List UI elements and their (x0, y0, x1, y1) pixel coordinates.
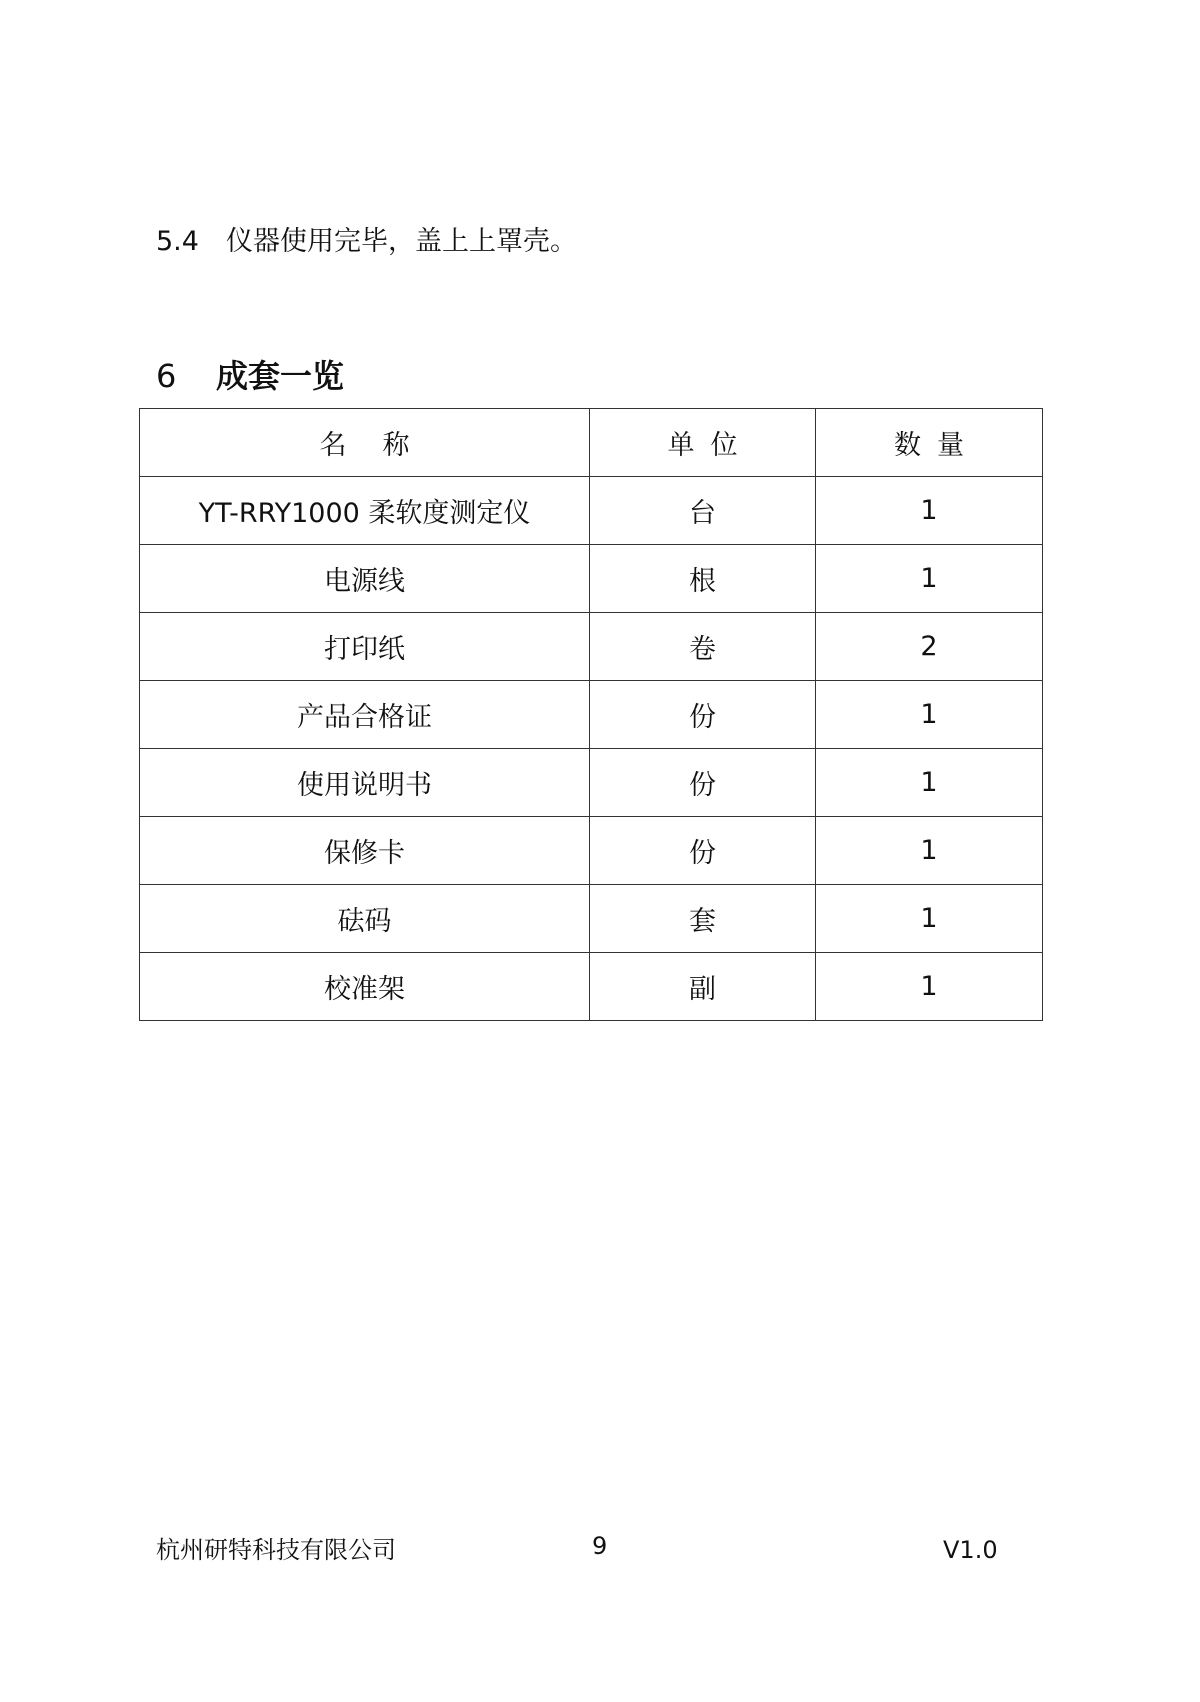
header-unit: 单位 (590, 409, 816, 477)
cell-qty: 2 (816, 613, 1043, 681)
cell-qty: 1 (816, 681, 1043, 749)
table-row (140, 953, 1043, 1021)
footer-version: V1.0 (943, 1536, 998, 1564)
section-number: 6 (156, 357, 177, 395)
cell-name: 保修卡 (140, 817, 590, 885)
step-5-4 (156, 222, 577, 262)
table-row (140, 477, 1043, 545)
table-row (140, 613, 1043, 681)
cell-unit: 根 (590, 545, 816, 613)
cell-qty: 1 (816, 953, 1043, 1021)
table-row (140, 545, 1043, 613)
section-title: 成套一览 (216, 357, 345, 395)
cell-unit: 副 (590, 953, 816, 1021)
table-header-row (140, 409, 1043, 477)
cell-name: 电源线 (140, 545, 590, 613)
cell-qty: 1 (816, 545, 1043, 613)
header-qty: 数量 (816, 409, 1043, 477)
cell-unit: 份 (590, 817, 816, 885)
step-number: 5.4 (156, 226, 199, 257)
cell-qty: 1 (816, 749, 1043, 817)
cell-name: 打印纸 (140, 613, 590, 681)
step-text: 仪器使用完毕，盖上上罩壳。 (226, 226, 577, 257)
cell-name: 砝码 (140, 885, 590, 953)
table-row (140, 681, 1043, 749)
footer-page-number: 9 (592, 1532, 608, 1560)
cell-unit: 套 (590, 885, 816, 953)
table-row (140, 885, 1043, 953)
table-row (140, 749, 1043, 817)
header-name: 名称 (140, 409, 590, 477)
cell-qty: 1 (816, 477, 1043, 545)
cell-qty: 1 (816, 885, 1043, 953)
cell-name: 产品合格证 (140, 681, 590, 749)
cell-unit: 份 (590, 749, 816, 817)
cell-unit: 台 (590, 477, 816, 545)
cell-unit: 卷 (590, 613, 816, 681)
section-heading (156, 354, 344, 398)
cell-name: 校准架 (140, 953, 590, 1021)
cell-unit: 份 (590, 681, 816, 749)
footer-company: 杭州研特科技有限公司 (156, 1536, 396, 1564)
cell-name: YT-RRY1000 柔软度测定仪 (140, 477, 590, 545)
table-row (140, 817, 1043, 885)
cell-name: 使用说明书 (140, 749, 590, 817)
cell-qty: 1 (816, 817, 1043, 885)
kit-list-table (139, 408, 1043, 1021)
